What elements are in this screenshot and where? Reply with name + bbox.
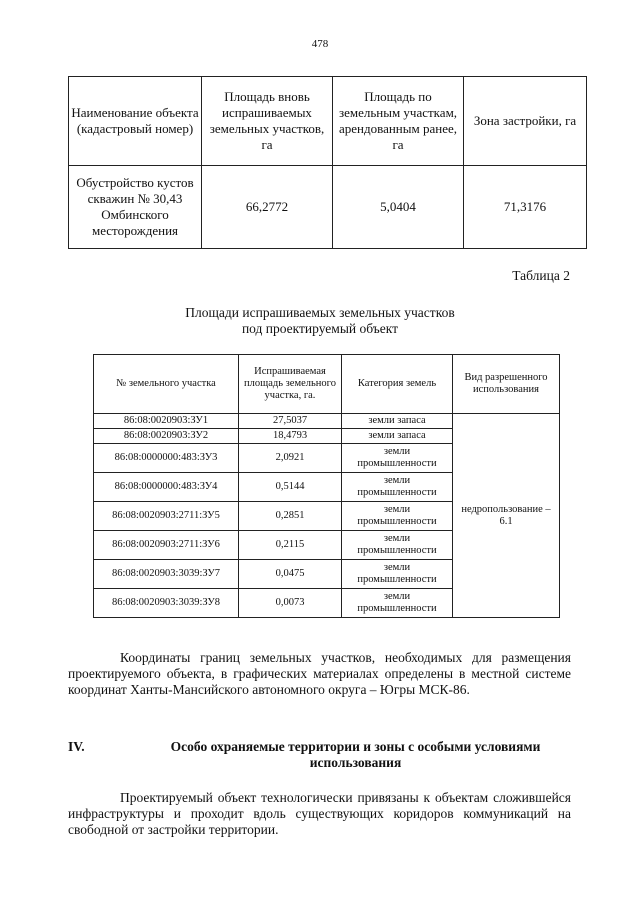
cell-plot-id: 86:08:0020903:3039:ЗУ8: [94, 589, 239, 618]
table-title-line-2: под проектируемый объект: [241, 321, 399, 336]
cell-plot-area: 0,2115: [239, 531, 342, 560]
cell-plot-area: 0,0475: [239, 560, 342, 589]
cell-plot-area: 0,5144: [239, 473, 342, 502]
cell-plot-area: 0,0073: [239, 589, 342, 618]
infrastructure-paragraph: Проектируемый объект технологически привязаны к объектам сложившейся инфраструктуры и проходит вдоль существующих коридоров коммуникаций на свободной от застройки территории.: [68, 790, 571, 837]
cell-land-category: земли промышленности: [342, 560, 453, 589]
table-caption: Таблица 2: [512, 268, 570, 283]
cell-plot-id: 86:08:0000000:483:ЗУ3: [94, 444, 239, 473]
table-title-line-1: Площади испрашиваемых земельных участков: [185, 305, 455, 320]
cell-permitted-use: недропользование – 6.1: [453, 414, 560, 618]
cell-plot-id: 86:08:0020903:ЗУ2: [94, 429, 239, 444]
land-plots-table: [93, 354, 560, 618]
cell-plot-id: 86:08:0000000:483:ЗУ4: [94, 473, 239, 502]
table-title: [0, 305, 640, 337]
header-leased-area: Площадь по земельным участкам, арендованным ранее, га: [333, 77, 464, 166]
header-build-zone: Зона застройки, га: [464, 77, 587, 166]
cell-build-zone: 71,3176: [464, 166, 587, 249]
cell-land-category: земли запаса: [342, 414, 453, 429]
cell-plot-area: 18,4793: [239, 429, 342, 444]
header-land-category: Категория земель: [342, 355, 453, 414]
section-heading: [68, 739, 571, 771]
cell-new-area: 66,2772: [202, 166, 333, 249]
page-number: 478: [311, 38, 329, 50]
section-title: Особо охраняемые территории и зоны с особыми условиями использования: [170, 739, 541, 770]
cell-land-category: земли промышленности: [342, 444, 453, 473]
cell-object-name: Обустройство кустов скважин № 30,43 Омбинского месторождения: [69, 166, 202, 249]
project-area-table: [68, 76, 587, 249]
header-object-name: Наименование объекта (кадастровый номер): [69, 77, 202, 166]
cell-land-category: земли промышленности: [342, 502, 453, 531]
section-number: IV.: [68, 739, 85, 754]
cell-plot-area: 2,0921: [239, 444, 342, 473]
cell-plot-id: 86:08:0020903:2711:ЗУ5: [94, 502, 239, 531]
cell-plot-area: 27,5037: [239, 414, 342, 429]
cell-land-category: земли промышленности: [342, 473, 453, 502]
header-plot-number: № земельного участка: [94, 355, 239, 414]
coordinates-paragraph: Координаты границ земельных участков, необходимых для размещения проектируемого объекта, в графических материалах определены в местной системе координат Ханты-Мансийского автономного округа – Югры МСК-86.: [68, 650, 571, 697]
table-header-row: [69, 77, 587, 166]
cell-land-category: земли запаса: [342, 429, 453, 444]
cell-plot-id: 86:08:0020903:3039:ЗУ7: [94, 560, 239, 589]
table-row: [94, 414, 560, 429]
table-row: [69, 166, 587, 249]
cell-land-category: земли промышленности: [342, 531, 453, 560]
cell-plot-area: 0,2851: [239, 502, 342, 531]
cell-plot-id: 86:08:0020903:ЗУ1: [94, 414, 239, 429]
header-permitted-use: Вид разрешенного использования: [453, 355, 560, 414]
table-header-row: [94, 355, 560, 414]
cell-plot-id: 86:08:0020903:2711:ЗУ6: [94, 531, 239, 560]
cell-land-category: земли промышленности: [342, 589, 453, 618]
header-plot-area: Испрашиваемая площадь земельного участка, га.: [239, 355, 342, 414]
header-new-area: Площадь вновь испрашиваемых земельных участков, га: [202, 77, 333, 166]
cell-leased-area: 5,0404: [333, 166, 464, 249]
